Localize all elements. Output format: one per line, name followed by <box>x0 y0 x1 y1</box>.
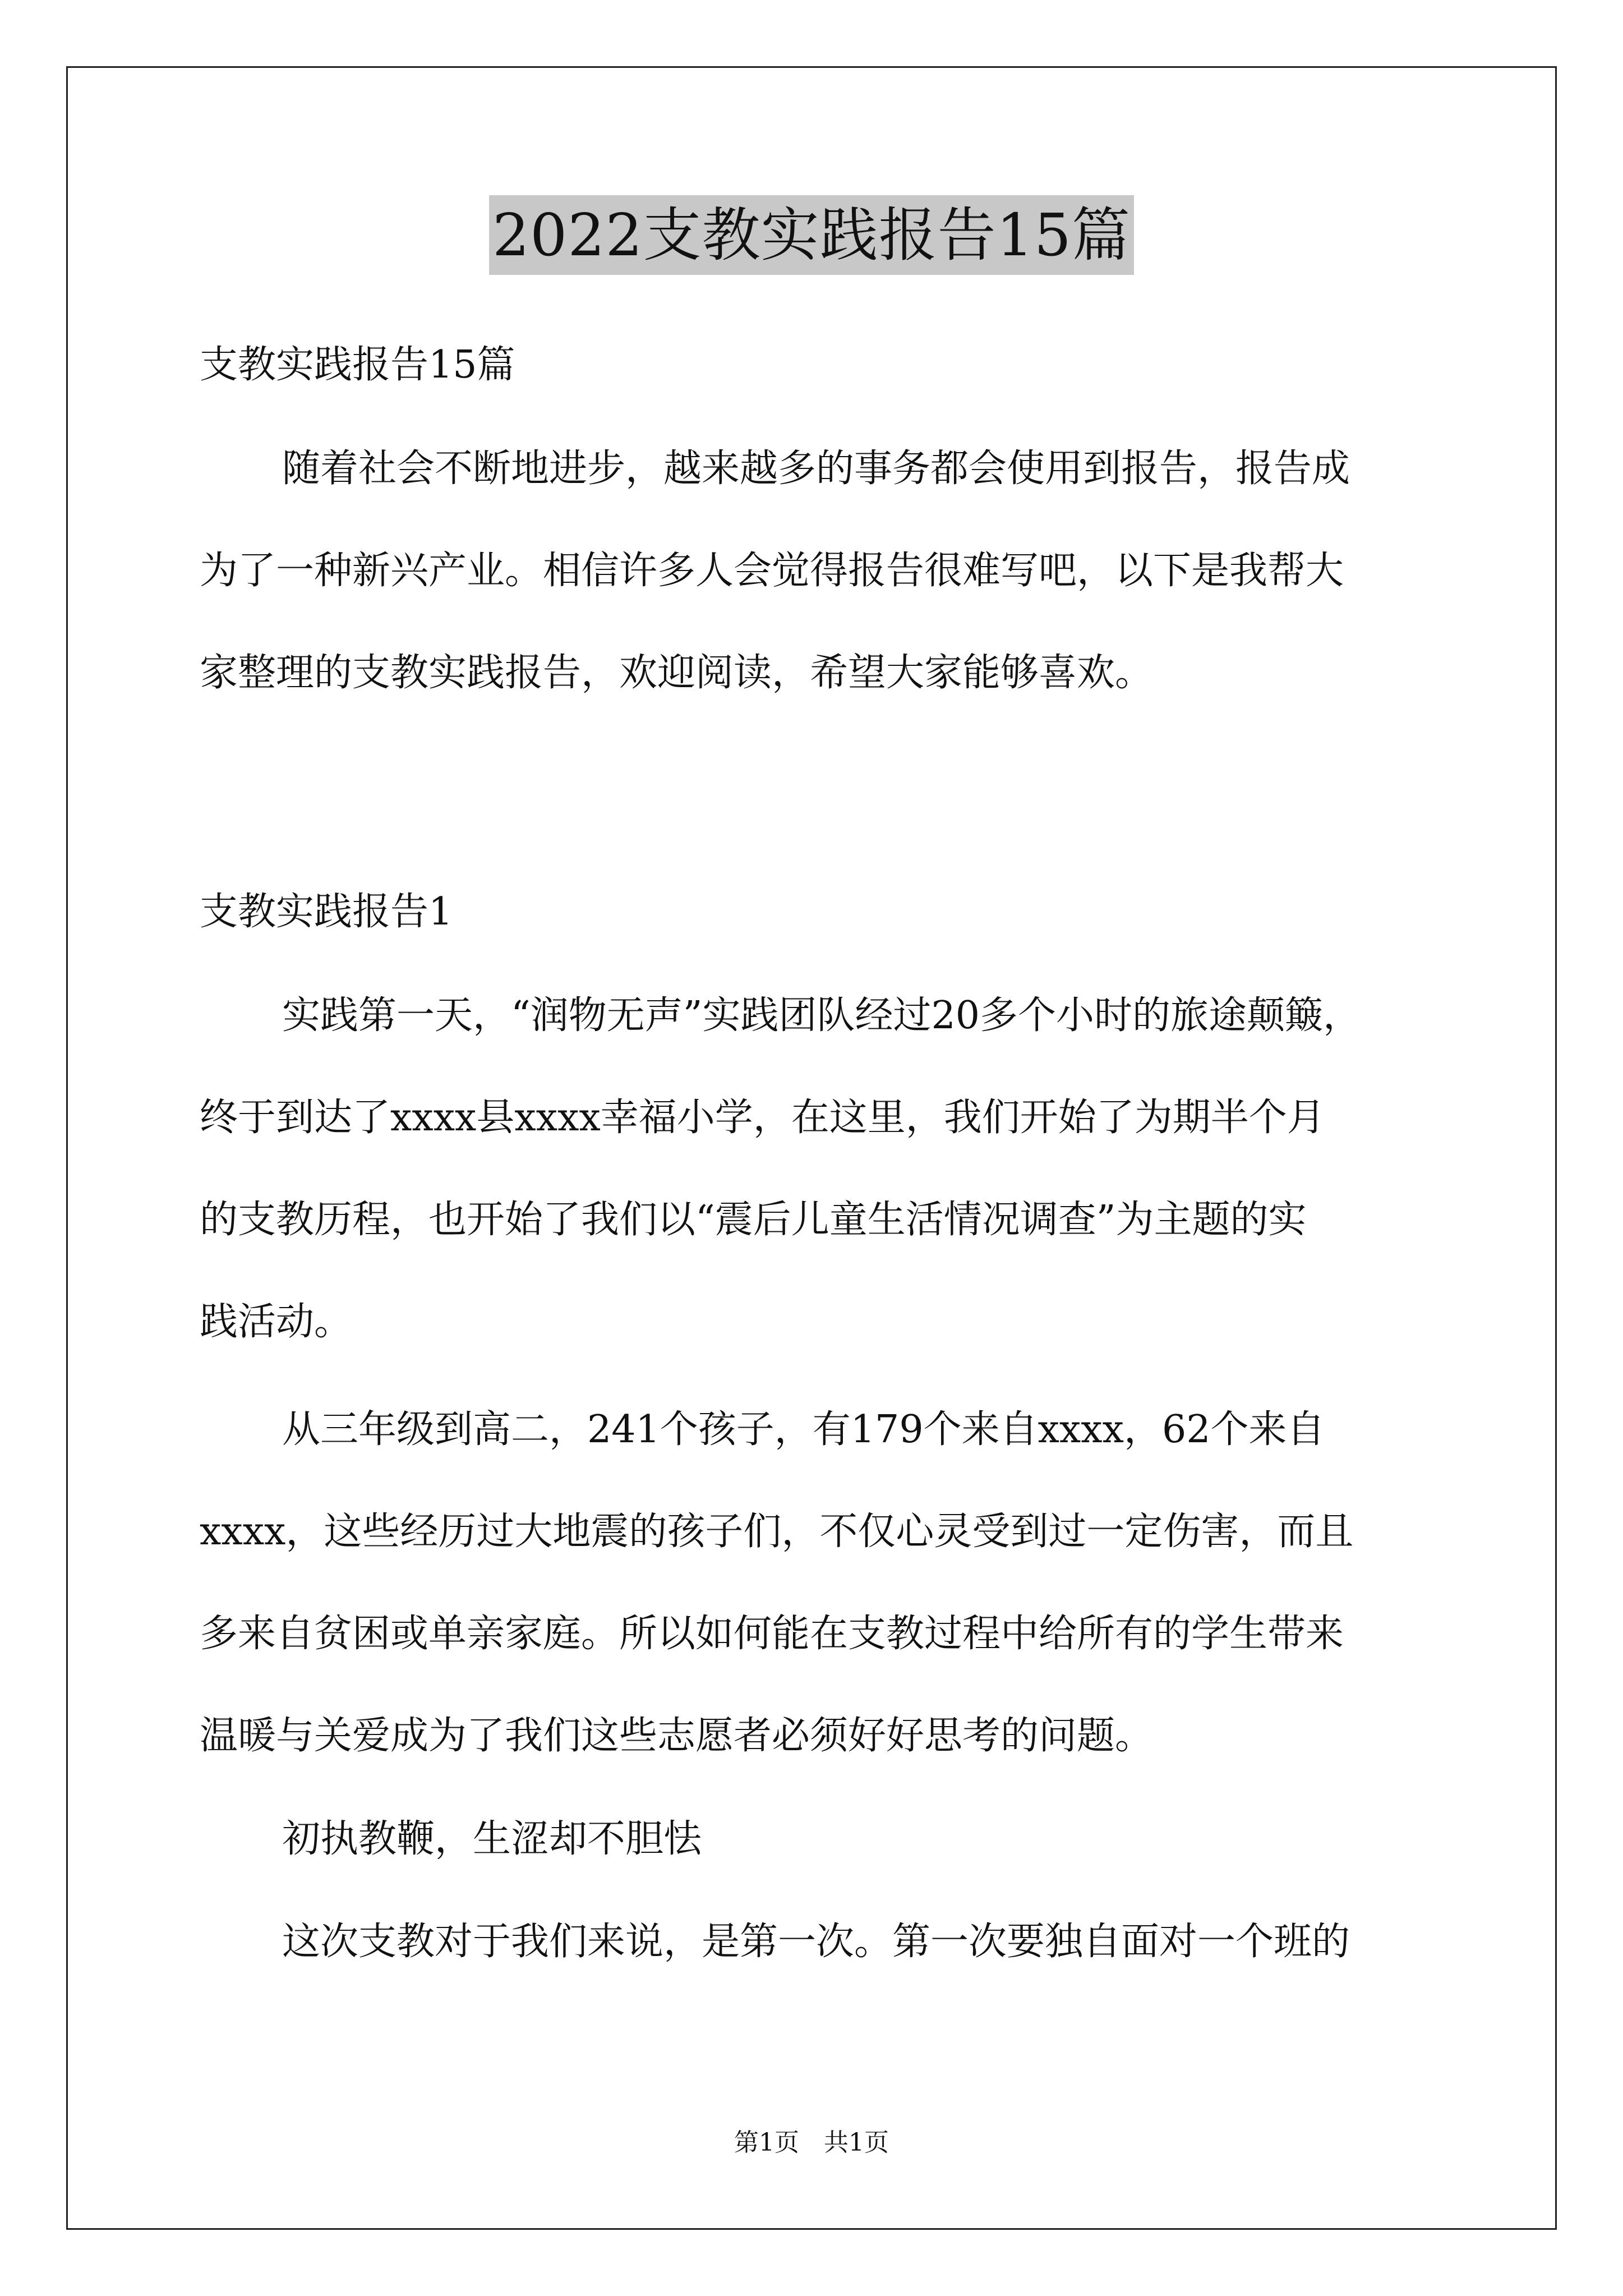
document-subtitle <box>200 314 1433 416</box>
section-1-heading <box>200 861 1433 963</box>
section-1-heading-text: 支教实践报告1 <box>200 890 453 934</box>
page-footer: 第1页 共1页 <box>734 2128 889 2157</box>
para1-line-3: 的支教历程，也开始了我们以“震后儿童生活情况调查”为主题的实 <box>200 1198 1307 1242</box>
title-container <box>0 195 1623 275</box>
paragraph-2 <box>200 1379 1433 1787</box>
para2-line-3: 多来自贫困或单亲家庭。所以如何能在支教过程中给所有的学生带来 <box>200 1612 1344 1656</box>
para1-line-1: 实践第一天，“润物无声”实践团队经过20多个小时的旅途颠簸， <box>282 993 1362 1038</box>
para2-line-4: 温暖与关爱成为了我们这些志愿者必须好好思考的问题。 <box>200 1714 1154 1758</box>
para1-line-2: 终于到达了xxxx县xxxx幸福小学，在这里，我们开始了为期半个月 <box>200 1096 1325 1140</box>
paragraph-3 <box>200 1891 1433 1993</box>
subtitle-line: 支教实践报告15篇 <box>200 343 515 387</box>
intro-paragraph <box>200 418 1433 724</box>
para1-line-4: 践活动。 <box>200 1300 353 1344</box>
subheading-text: 初执教鞭，生涩却不胆怯 <box>282 1817 702 1861</box>
subheading <box>200 1788 1433 1890</box>
document-title: 2022支教实践报告15篇 <box>489 195 1134 275</box>
para2-line-1: 从三年级到高二，241个孩子，有179个来自xxxx，62个来自 <box>282 1407 1325 1452</box>
intro-line-3: 家整理的支教实践报告，欢迎阅读，希望大家能够喜欢。 <box>200 651 1154 695</box>
intro-line-2: 为了一种新兴产业。相信许多人会觉得报告很难写吧，以下是我帮大 <box>200 549 1344 593</box>
intro-line-1: 随着社会不断地进步，越来越多的事务都会使用到报告，报告成 <box>282 447 1350 491</box>
para3-line-1: 这次支教对于我们来说，是第一次。第一次要独自面对一个班的 <box>282 1920 1350 1964</box>
paragraph-1 <box>200 965 1433 1373</box>
para2-line-2: xxxx，这些经历过大地震的孩子们，不仅心灵受到过一定伤害，而且 <box>200 1510 1354 1554</box>
